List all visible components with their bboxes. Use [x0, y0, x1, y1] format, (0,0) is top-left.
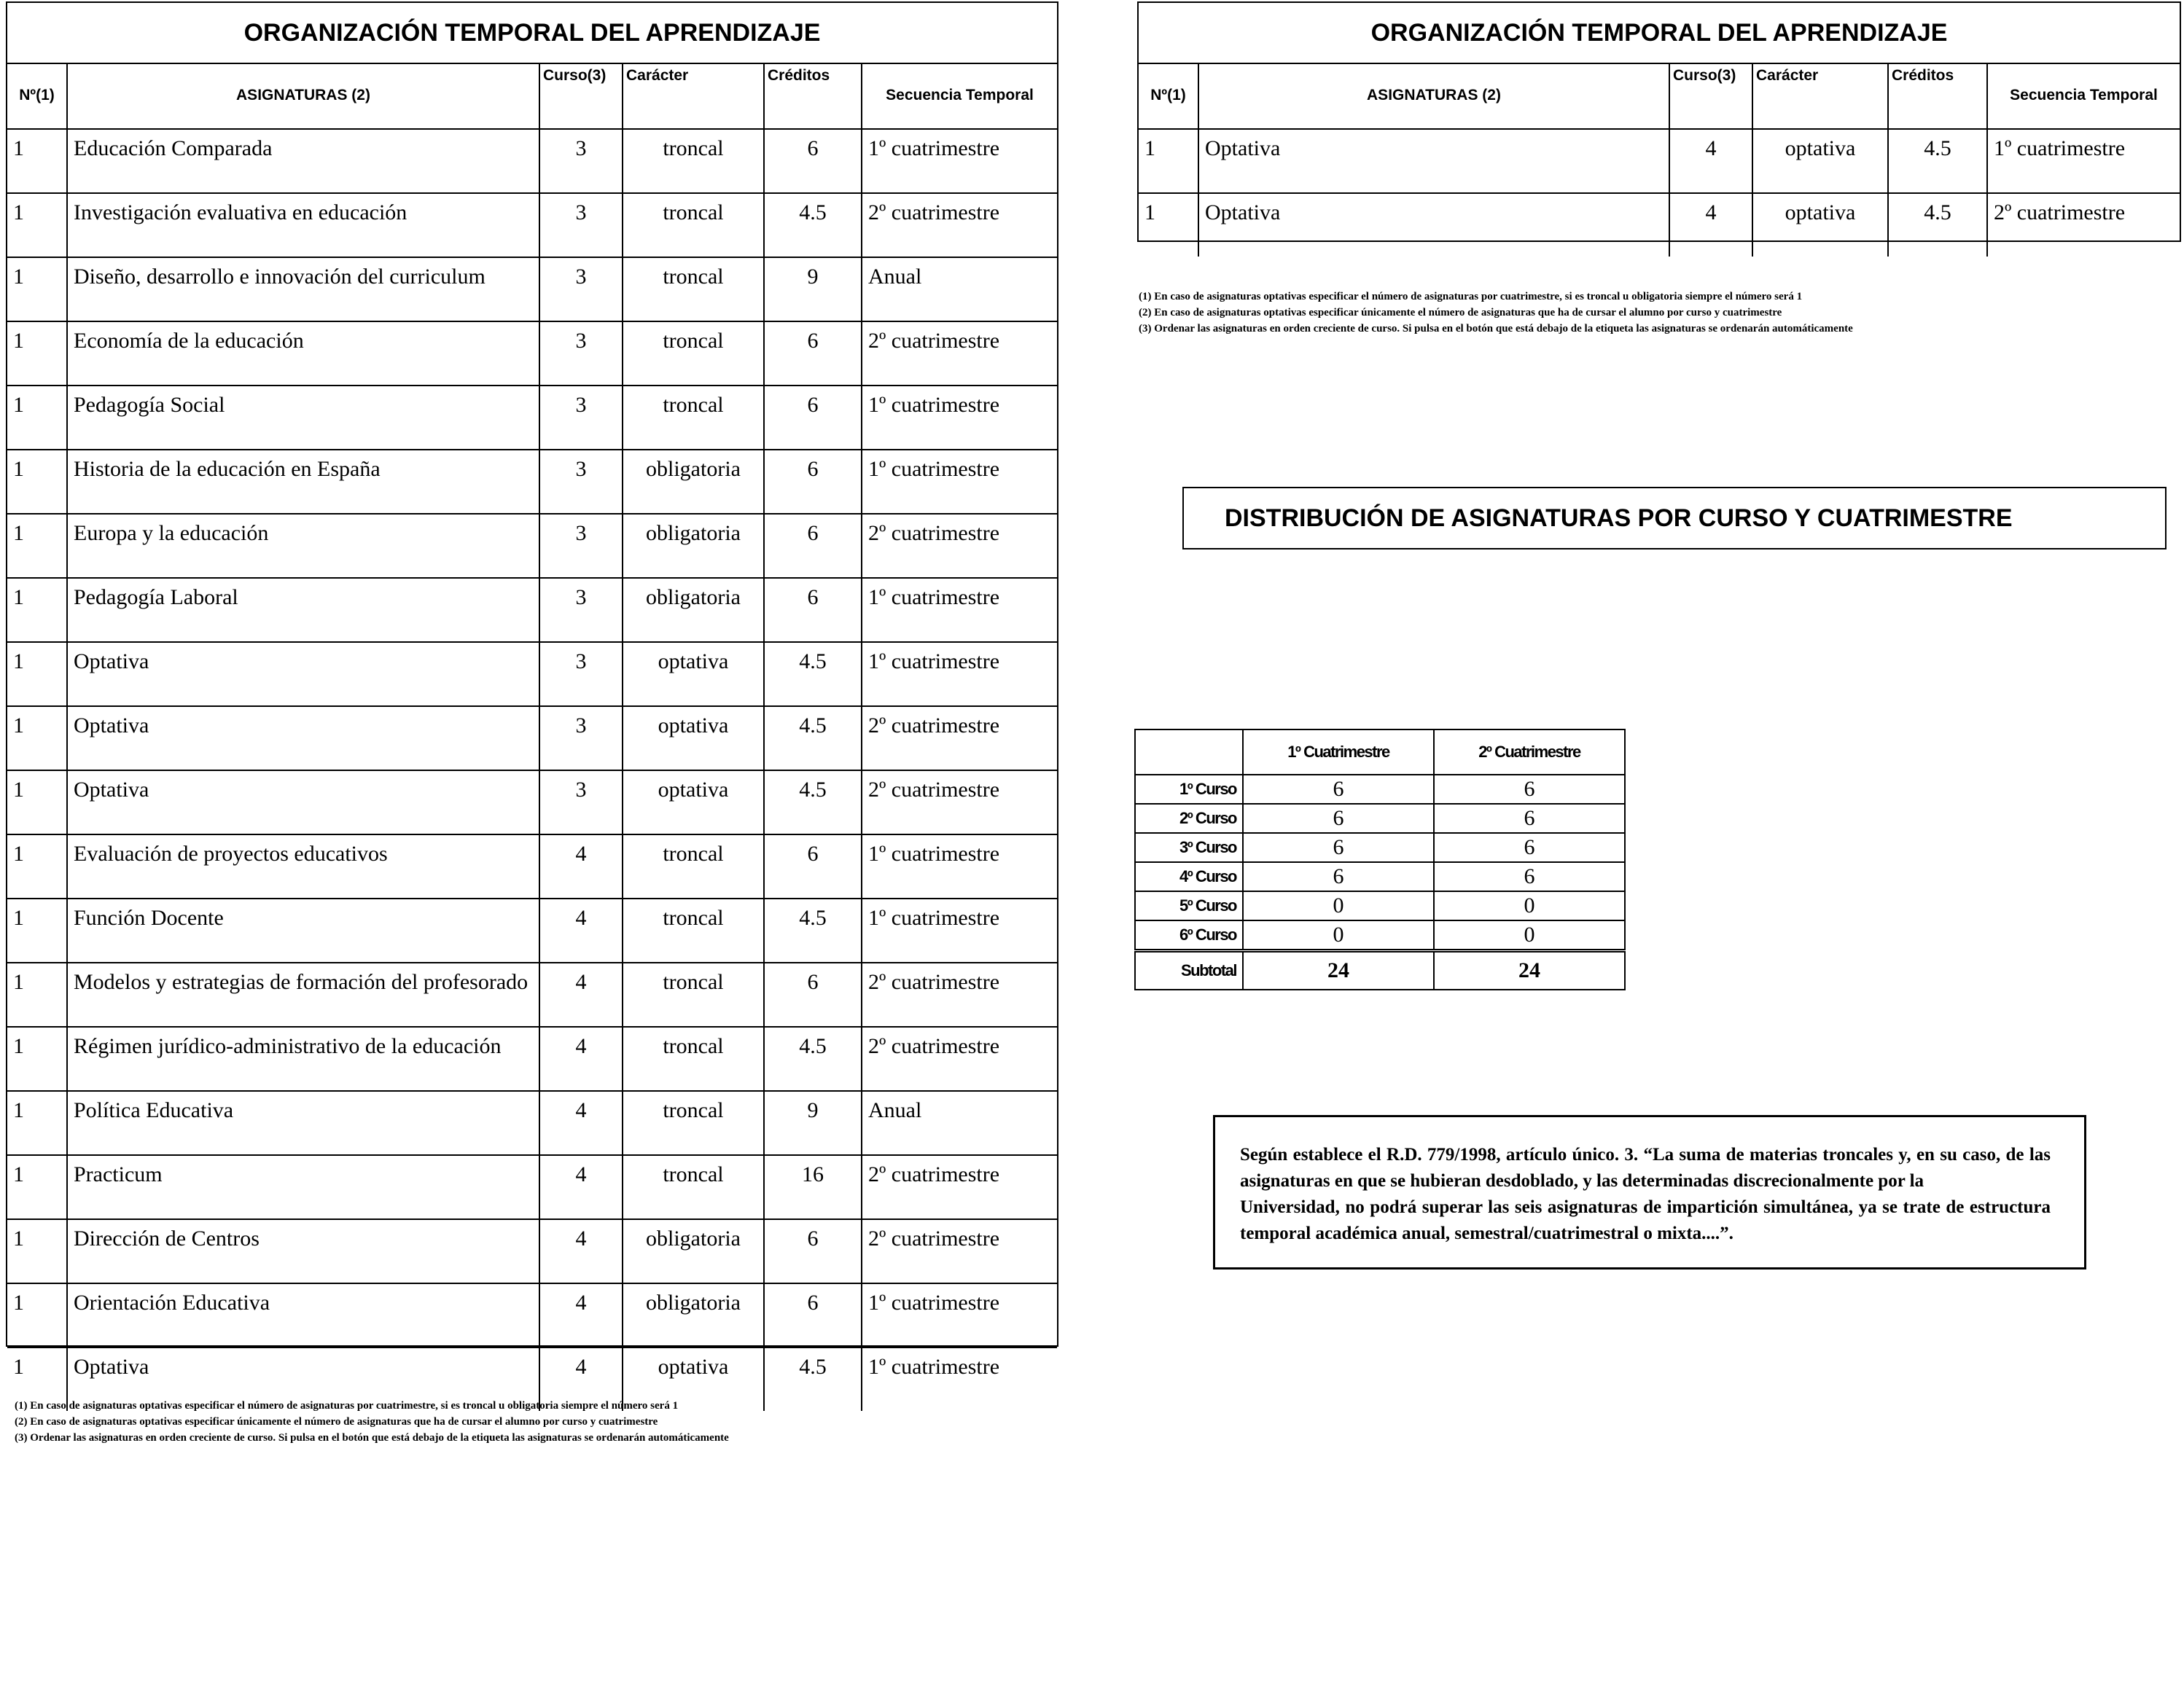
row-num: 1	[7, 642, 67, 706]
legal-note-line-1: Según establece el R.D. 779/1998, artículo único. 3. “La suma de materias troncales y, en su caso, de las asignaturas en que se hubieran desdoblado, y las determinadas discrecionalmente por la	[1240, 1145, 2051, 1191]
row-asignatura: Optativa	[67, 770, 539, 834]
row-creditos: 6	[764, 834, 862, 899]
value-1st-cuatrimestre: 0	[1243, 891, 1434, 920]
row-curso: 4	[1669, 129, 1752, 193]
header-secuencia: Secuencia Temporal	[1987, 63, 2180, 129]
row-secuencia: 1º cuatrimestre	[862, 1347, 1057, 1411]
row-caracter: troncal	[623, 257, 764, 321]
row-num: 1	[7, 1283, 67, 1347]
row-secuencia: 2º cuatrimestre	[862, 706, 1057, 770]
row-num: 1	[7, 514, 67, 578]
col-header-1st-cuatrimestre: 1º Cuatrimestre	[1243, 729, 1434, 775]
value-2nd-cuatrimestre: 6	[1434, 804, 1625, 833]
row-asignatura: Función Docente	[67, 899, 539, 963]
table-row	[7, 899, 1057, 963]
right-footnotes	[1139, 289, 1853, 337]
row-caracter: troncal	[623, 129, 764, 193]
row-asignatura: Economía de la educación	[67, 321, 539, 386]
footnote-3: (3) Ordenar las asignaturas en orden creciente de curso. Si pulsa en el botón que está debajo de la etiqueta las asignaturas se ordenarán automáticamente	[1139, 323, 1853, 335]
row-asignatura: Pedagogía Laboral	[67, 578, 539, 642]
row-secuencia: Anual	[862, 1091, 1057, 1155]
row-secuencia: 1º cuatrimestre	[862, 834, 1057, 899]
footnote-2: (2) En caso de asignaturas optativas especificar únicamente el número de asignaturas que ha de cursar el alumno por curso y cuatrimestre	[1139, 307, 1782, 318]
header-caracter: Carácter	[1752, 63, 1888, 129]
row-creditos: 4.5	[1888, 193, 1987, 257]
table-row	[7, 770, 1057, 834]
row-curso: 3	[539, 578, 623, 642]
row-creditos: 4.5	[764, 193, 862, 257]
header-caracter: Carácter	[623, 63, 764, 129]
row-asignatura: Optativa	[1198, 193, 1669, 257]
row-caracter: troncal	[623, 321, 764, 386]
value-2nd-cuatrimestre: 6	[1434, 833, 1625, 862]
row-caracter: troncal	[623, 386, 764, 450]
value-2nd-cuatrimestre: 6	[1434, 775, 1625, 804]
header-creditos: Créditos	[764, 63, 862, 129]
distribution-table	[1134, 729, 1626, 990]
row-label: 2º Curso	[1135, 804, 1243, 833]
table-row	[7, 642, 1057, 706]
table-row	[7, 321, 1057, 386]
row-creditos: 9	[764, 1091, 862, 1155]
row-num: 1	[7, 321, 67, 386]
row-caracter: troncal	[623, 899, 764, 963]
row-curso: 3	[539, 706, 623, 770]
row-label: 5º Curso	[1135, 891, 1243, 920]
row-num: 1	[7, 770, 67, 834]
row-caracter: optativa	[1752, 193, 1888, 257]
row-creditos: 4.5	[764, 706, 862, 770]
row-secuencia: 2º cuatrimestre	[862, 193, 1057, 257]
footnote-1: (1) En caso de asignaturas optativas especificar el número de asignaturas por cuatrimestre, si es troncal u obligatoria siempre el número será 1	[1139, 291, 1803, 302]
row-curso: 4	[539, 963, 623, 1027]
row-num: 1	[7, 1219, 67, 1283]
row-creditos: 4.5	[1888, 129, 1987, 193]
table-row	[7, 1219, 1057, 1283]
distribution-row	[1135, 891, 1625, 920]
row-caracter: optativa	[623, 770, 764, 834]
legal-note-line-2: Universidad, no podrá superar las seis asignaturas de impartición simultánea, ya se trate de estructura temporal académica anual, semestral/cuatrimestral o mixta....”.	[1240, 1197, 2051, 1243]
distribution-row	[1135, 775, 1625, 804]
row-num: 1	[7, 899, 67, 963]
row-asignatura: Orientación Educativa	[67, 1283, 539, 1347]
value-2nd-cuatrimestre: 0	[1434, 891, 1625, 920]
row-curso: 3	[539, 642, 623, 706]
row-caracter: optativa	[623, 706, 764, 770]
row-creditos: 6	[764, 514, 862, 578]
row-creditos: 6	[764, 1219, 862, 1283]
row-creditos: 4.5	[764, 1027, 862, 1091]
row-asignatura: Diseño, desarrollo e innovación del curriculum	[67, 257, 539, 321]
row-caracter: troncal	[623, 193, 764, 257]
left-table-title: ORGANIZACIÓN TEMPORAL DEL APRENDIZAJE	[7, 3, 1057, 64]
table-row	[7, 1283, 1057, 1347]
row-caracter: troncal	[623, 1027, 764, 1091]
table-row	[1139, 193, 2180, 257]
right-subjects-grid	[1139, 63, 2180, 257]
table-row	[7, 129, 1057, 193]
table-row	[7, 193, 1057, 257]
row-curso: 4	[539, 1027, 623, 1091]
value-1st-cuatrimestre: 6	[1243, 775, 1434, 804]
row-secuencia: 1º cuatrimestre	[862, 129, 1057, 193]
table-row	[7, 1155, 1057, 1219]
row-creditos: 6	[764, 578, 862, 642]
right-organization-table	[1137, 1, 2181, 242]
row-creditos: 4.5	[764, 770, 862, 834]
table-row	[7, 1027, 1057, 1091]
row-asignatura: Optativa	[67, 1347, 539, 1411]
row-curso: 3	[539, 770, 623, 834]
row-creditos: 4.5	[764, 1347, 862, 1411]
row-curso: 4	[539, 1091, 623, 1155]
row-secuencia: 2º cuatrimestre	[862, 770, 1057, 834]
row-caracter: optativa	[623, 642, 764, 706]
row-secuencia: 1º cuatrimestre	[862, 386, 1057, 450]
value-1st-cuatrimestre: 6	[1243, 833, 1434, 862]
table-row	[7, 386, 1057, 450]
table-row	[7, 834, 1057, 899]
row-curso: 4	[1669, 193, 1752, 257]
row-label: 1º Curso	[1135, 775, 1243, 804]
table-row	[7, 963, 1057, 1027]
header-curso: Curso(3)	[539, 63, 623, 129]
row-caracter: optativa	[1752, 129, 1888, 193]
row-caracter: troncal	[623, 1155, 764, 1219]
table-row	[7, 578, 1057, 642]
row-curso: 4	[539, 899, 623, 963]
table-row	[7, 514, 1057, 578]
row-num: 1	[1139, 129, 1198, 193]
row-secuencia: 2º cuatrimestre	[1987, 193, 2180, 257]
row-num: 1	[7, 193, 67, 257]
row-curso: 4	[539, 834, 623, 899]
row-num: 1	[7, 578, 67, 642]
row-asignatura: Optativa	[67, 642, 539, 706]
header-asignaturas: ASIGNATURAS (2)	[67, 63, 539, 129]
row-caracter: optativa	[623, 1347, 764, 1411]
right-table-title: ORGANIZACIÓN TEMPORAL DEL APRENDIZAJE	[1139, 3, 2180, 64]
row-curso: 3	[539, 257, 623, 321]
row-label: 4º Curso	[1135, 862, 1243, 891]
row-curso: 3	[539, 450, 623, 514]
row-secuencia: Anual	[862, 257, 1057, 321]
row-asignatura: Política Educativa	[67, 1091, 539, 1155]
left-subjects-grid	[7, 63, 1057, 1411]
row-asignatura: Historia de la educación en España	[67, 450, 539, 514]
subtotal-row	[1135, 951, 1625, 990]
subtotal-label: Subtotal	[1135, 951, 1243, 990]
row-creditos: 4.5	[764, 899, 862, 963]
row-curso: 3	[539, 129, 623, 193]
row-caracter: obligatoria	[623, 514, 764, 578]
row-asignatura: Pedagogía Social	[67, 386, 539, 450]
row-num: 1	[7, 963, 67, 1027]
row-asignatura: Régimen jurídico-administrativo de la educación	[67, 1027, 539, 1091]
table-row	[7, 450, 1057, 514]
row-caracter: troncal	[623, 1091, 764, 1155]
table-row	[7, 1091, 1057, 1155]
row-secuencia: 2º cuatrimestre	[862, 514, 1057, 578]
distribution-corner	[1135, 729, 1243, 775]
row-secuencia: 1º cuatrimestre	[862, 642, 1057, 706]
row-secuencia: 1º cuatrimestre	[1987, 129, 2180, 193]
table-row	[7, 706, 1057, 770]
header-num: Nº(1)	[1139, 63, 1198, 129]
row-asignatura: Practicum	[67, 1155, 539, 1219]
table-row	[7, 257, 1057, 321]
row-caracter: troncal	[623, 834, 764, 899]
row-creditos: 4.5	[764, 642, 862, 706]
row-secuencia: 2º cuatrimestre	[862, 1155, 1057, 1219]
row-secuencia: 1º cuatrimestre	[862, 1283, 1057, 1347]
row-creditos: 6	[764, 321, 862, 386]
row-caracter: obligatoria	[623, 1219, 764, 1283]
distribution-row	[1135, 920, 1625, 951]
row-asignatura: Dirección de Centros	[67, 1219, 539, 1283]
row-asignatura: Optativa	[67, 706, 539, 770]
row-creditos: 6	[764, 386, 862, 450]
row-asignatura: Europa y la educación	[67, 514, 539, 578]
row-num: 1	[7, 129, 67, 193]
row-creditos: 16	[764, 1155, 862, 1219]
row-curso: 3	[539, 193, 623, 257]
row-curso: 4	[539, 1283, 623, 1347]
row-num: 1	[7, 1155, 67, 1219]
row-secuencia: 2º cuatrimestre	[862, 963, 1057, 1027]
left-footnotes	[15, 1398, 729, 1446]
row-secuencia: 1º cuatrimestre	[862, 578, 1057, 642]
header-curso: Curso(3)	[1669, 63, 1752, 129]
header-num: Nº(1)	[7, 63, 67, 129]
value-2nd-cuatrimestre: 0	[1434, 920, 1625, 951]
col-header-2nd-cuatrimestre: 2º Cuatrimestre	[1434, 729, 1625, 775]
row-creditos: 6	[764, 129, 862, 193]
row-num: 1	[7, 1027, 67, 1091]
value-1st-cuatrimestre: 6	[1243, 804, 1434, 833]
distribution-row	[1135, 833, 1625, 862]
row-secuencia: 2º cuatrimestre	[862, 1027, 1057, 1091]
row-asignatura: Investigación evaluativa en educación	[67, 193, 539, 257]
row-creditos: 6	[764, 963, 862, 1027]
subtotal-1st-cuatrimestre: 24	[1243, 951, 1434, 990]
row-caracter: obligatoria	[623, 1283, 764, 1347]
footnote-2: (2) En caso de asignaturas optativas especificar únicamente el número de asignaturas que ha de cursar el alumno por curso y cuatrimestre	[15, 1416, 658, 1428]
row-num: 1	[7, 1347, 67, 1411]
row-asignatura: Modelos y estrategias de formación del profesorado	[67, 963, 539, 1027]
header-creditos: Créditos	[1888, 63, 1987, 129]
row-secuencia: 1º cuatrimestre	[862, 899, 1057, 963]
row-label: 6º Curso	[1135, 920, 1243, 951]
row-secuencia: 1º cuatrimestre	[862, 450, 1057, 514]
row-curso: 3	[539, 386, 623, 450]
row-curso: 4	[539, 1155, 623, 1219]
header-secuencia: Secuencia Temporal	[862, 63, 1057, 129]
row-asignatura: Educación Comparada	[67, 129, 539, 193]
row-num: 1	[7, 706, 67, 770]
table-row	[1139, 129, 2180, 193]
row-num: 1	[7, 1091, 67, 1155]
distribution-row	[1135, 862, 1625, 891]
row-creditos: 9	[764, 257, 862, 321]
row-curso: 4	[539, 1219, 623, 1283]
row-num: 1	[7, 257, 67, 321]
value-1st-cuatrimestre: 6	[1243, 862, 1434, 891]
row-secuencia: 2º cuatrimestre	[862, 1219, 1057, 1283]
footnote-1: (1) En caso de asignaturas optativas especificar el número de asignaturas por cuatrimestre, si es troncal u obligatoria siempre el número será 1	[15, 1400, 679, 1412]
row-num: 1	[1139, 193, 1198, 257]
distribution-row	[1135, 804, 1625, 833]
left-organization-table	[6, 1, 1058, 1379]
row-curso: 4	[539, 1347, 623, 1411]
row-creditos: 6	[764, 1283, 862, 1347]
row-secuencia: 2º cuatrimestre	[862, 321, 1057, 386]
row-curso: 3	[539, 514, 623, 578]
row-creditos: 6	[764, 450, 862, 514]
row-caracter: obligatoria	[623, 450, 764, 514]
row-asignatura: Optativa	[1198, 129, 1669, 193]
value-1st-cuatrimestre: 0	[1243, 920, 1434, 951]
header-asignaturas: ASIGNATURAS (2)	[1198, 63, 1669, 129]
row-caracter: obligatoria	[623, 578, 764, 642]
row-curso: 3	[539, 321, 623, 386]
subtotal-2nd-cuatrimestre: 24	[1434, 951, 1625, 990]
row-asignatura: Evaluación de proyectos educativos	[67, 834, 539, 899]
row-num: 1	[7, 834, 67, 899]
distribution-title: DISTRIBUCIÓN DE ASIGNATURAS POR CURSO Y CUATRIMESTRE	[1182, 487, 2167, 549]
row-caracter: troncal	[623, 963, 764, 1027]
row-label: 3º Curso	[1135, 833, 1243, 862]
legal-note-box	[1213, 1115, 2086, 1270]
row-num: 1	[7, 386, 67, 450]
row-num: 1	[7, 450, 67, 514]
value-2nd-cuatrimestre: 6	[1434, 862, 1625, 891]
footnote-3: (3) Ordenar las asignaturas en orden creciente de curso. Si pulsa en el botón que está debajo de la etiqueta las asignaturas se ordenarán automáticamente	[15, 1432, 729, 1444]
